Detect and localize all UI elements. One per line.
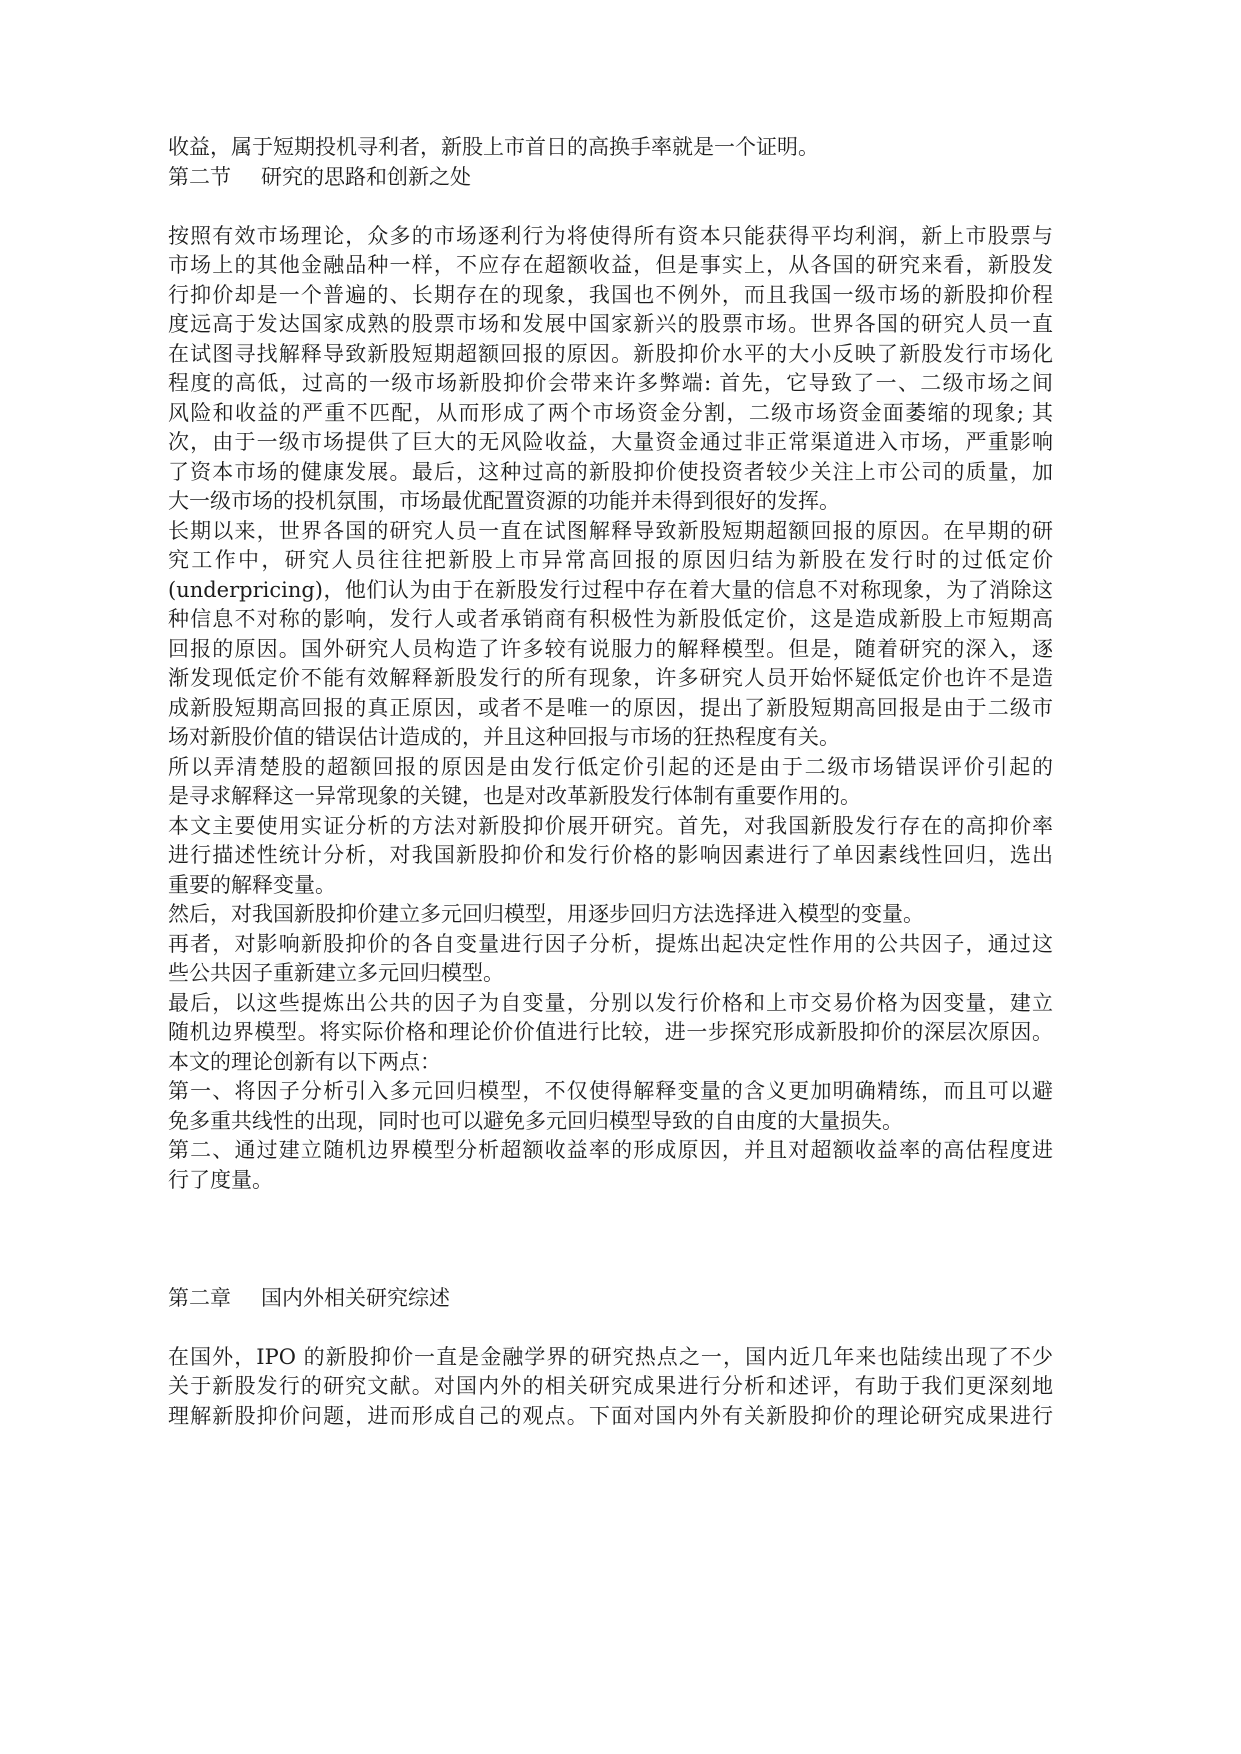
text-line: 重要的解释变量。 — [168, 872, 336, 897]
paragraph — [168, 753, 1053, 812]
text-line: 长期以来，世界各国的研究人员一直在试图解释导致新股短期超额回报的原因。在早期的研 — [168, 518, 1053, 543]
text-line: 渐发现低定价不能有效解释新股发行的所有现象，许多研究人员开始怀疑低定价也许不是造 — [168, 666, 1053, 690]
text-line: 种信息不对称的影响，发行人或者承销商有积极性为新股低定价，这是造成新股上市短期高 — [168, 607, 1053, 631]
chapter-heading — [168, 1284, 1053, 1314]
text-line: 在国外，IPO 的新股抑价一直是金融学界的研究热点之一，国内近几年来也陆续出现了不少 — [168, 1344, 1053, 1369]
paragraph — [168, 989, 1053, 1048]
text-line: 市场上的其他金融品种一样，不应存在超额收益，但是事实上，从各国的研究来看，新股发 — [168, 253, 1053, 277]
text-line: 了资本市场的健康发展。最后，这种过高的新股抑价使投资者较少关注上市公司的质量，加 — [168, 459, 1053, 484]
text-line: 进行描述性统计分析，对我国新股抑价和发行价格的影响因素进行了单因素线性回归，选出 — [168, 843, 1053, 867]
text-line: 行抑价却是一个普遍的、长期存在的现象，我国也不例外，而且我国一级市场的新股抑价程 — [168, 282, 1053, 307]
text-line: 本文主要使用实证分析的方法对新股抑价展开研究。首先，对我国新股发行存在的高抑价率 — [168, 813, 1053, 838]
text-line: 免多重共线性的出现，同时也可以避免多元回归模型导致的自由度的大量损失。 — [168, 1108, 903, 1133]
document-body — [168, 133, 1053, 1431]
blank-line — [168, 1195, 1053, 1225]
blank-line — [168, 1225, 1053, 1255]
text-line: 场对新股价值的错误估计造成的，并且这种回报与市场的狂热程度有关。 — [168, 725, 840, 749]
text-line: 第一、将因子分析引入多元回归模型，不仅使得解释变量的含义更加明确精练，而且可以避 — [168, 1079, 1053, 1103]
text-line: 最后，以这些提炼出公共的因子为自变量，分别以发行价格和上市交易价格为因变量，建立 — [168, 990, 1053, 1015]
text-line: 回报的原因。国外研究人员构造了许多较有说服力的解释模型。但是，随着研究的深入，逐 — [168, 636, 1053, 661]
text-line: 风险和收益的严重不匹配，从而形成了两个市场资金分割，二级市场资金面萎缩的现象; 其 — [168, 400, 1053, 425]
paragraph — [168, 1343, 1053, 1432]
chapter-number: 第二章 — [168, 1285, 231, 1310]
text-line: 按照有效市场理论，众多的市场逐利行为将使得所有资本只能获得平均利润，新上市股票与 — [168, 223, 1053, 248]
text-line: 在试图寻找解释导致新股短期超额回报的原因。新股抑价水平的大小反映了新股发行市场化 — [168, 341, 1053, 366]
text-line: 然后，对我国新股抑价建立多元回归模型，用逐步回归方法选择进入模型的变量。 — [168, 902, 924, 926]
chapter-title: 国内外相关研究综述 — [261, 1285, 450, 1310]
text-line: (underpricing)，他们认为由于在新股发行过程中存在着大量的信息不对称现象，为了消除这 — [168, 577, 1053, 602]
blank-line — [168, 1254, 1053, 1284]
opening-line: 收益，属于短期投机寻利者，新股上市首日的高换手率就是一个证明。 — [168, 135, 819, 159]
text-line: 再者，对影响新股抑价的各自变量进行因子分析，提炼出起决定性作用的公共因子，通过这 — [168, 931, 1053, 956]
text-line: 度远高于发达国家成熟的股票市场和发展中国家新兴的股票市场。世界各国的研究人员一直 — [168, 312, 1053, 336]
paragraph — [168, 222, 1053, 517]
text-line: 理解新股抑价问题，进而形成自己的观点。下面对国内外有关新股抑价的理论研究成果进行 — [168, 1403, 1053, 1428]
text-line: 成新股短期高回报的真正原因，或者不是唯一的原因，提出了新股短期高回报是由于二级市 — [168, 695, 1053, 720]
paragraph — [168, 930, 1053, 989]
text-line: 些公共因子重新建立多元回归模型。 — [168, 961, 504, 985]
text-line: 程度的高低，过高的一级市场新股抑价会带来许多弊端: 首先，它导致了一、二级市场之间 — [168, 371, 1053, 395]
paragraph — [168, 1048, 1053, 1078]
paragraph — [168, 1077, 1053, 1136]
blank-line — [168, 192, 1053, 222]
text-line: 次，由于一级市场提供了巨大的无风险收益，大量资金通过非正常渠道进入市场，严重影响 — [168, 430, 1053, 454]
section-title: 研究的思路和创新之处 — [261, 164, 471, 189]
text-line: 大一级市场的投机氛围，市场最优配置资源的功能并未得到很好的发挥。 — [168, 489, 840, 513]
text-line: 是寻求解释这一异常现象的关键，也是对改革新股发行体制有重要作用的。 — [168, 784, 861, 808]
text-line: 本文的理论创新有以下两点： — [168, 1049, 441, 1074]
section-number: 第二节 — [168, 164, 231, 189]
paragraph — [168, 1136, 1053, 1195]
text-line: 究工作中，研究人员往往把新股上市异常高回报的原因归结为新股在发行时的过低定价 — [168, 548, 1053, 572]
section-heading — [168, 163, 1053, 193]
text-line: 行了度量。 — [168, 1167, 273, 1192]
text-line: 关于新股发行的研究文献。对国内外的相关研究成果进行分析和述评，有助于我们更深刻地 — [168, 1374, 1053, 1398]
text-line: 第二、通过建立随机边界模型分析超额收益率的形成原因，并且对超额收益率的高估程度进 — [168, 1138, 1053, 1162]
paragraph — [168, 517, 1053, 753]
blank-line — [168, 1313, 1053, 1343]
text-line: 所以弄清楚股的超额回报的原因是由发行低定价引起的还是由于二级市场错误评价引起的 — [168, 754, 1053, 779]
paragraph — [168, 812, 1053, 901]
paragraph — [168, 900, 1053, 930]
text-line: 随机边界模型。将实际价格和理论价价值进行比较，进一步探究形成新股抑价的深层次原因。 — [168, 1020, 1053, 1044]
